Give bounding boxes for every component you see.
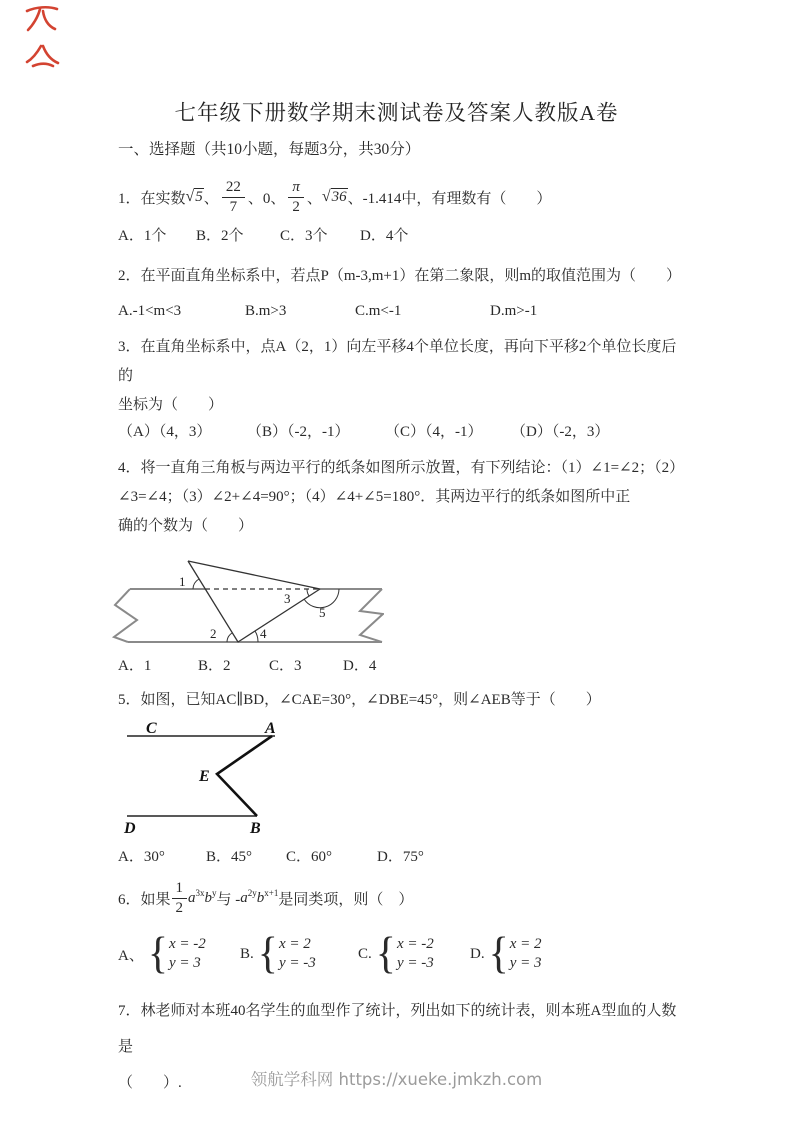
separator: 、0、: [247, 190, 286, 207]
triangle-hypotenuse: [188, 561, 320, 589]
angle-label-1: 1: [179, 574, 186, 589]
site-watermark-footer: 领航学科网 https://xueke.jmkzh.com: [250, 1070, 543, 1089]
q7-line-1: 7．林老师对本班40名学生的血型作了统计，列出如下的统计表，则本班A型血的人数是: [118, 1003, 677, 1055]
figure-q4-strip-triangle: [112, 545, 384, 650]
separator: 、: [203, 190, 219, 207]
angle-label-4: 4: [260, 626, 267, 641]
right-triangle: [188, 561, 320, 642]
option-q6-a: A、 { x = -2 y = 3: [118, 929, 206, 979]
point-label-C: C: [146, 721, 157, 737]
option-q3-d: （D）（-2，3）: [511, 424, 610, 440]
option-q3-a: （A）（4，3）: [118, 424, 212, 440]
q3-line-1: 3．在直角坐标系中，点A（2，1）向左平移4个单位长度，再向下平移2个单位长度后的: [118, 339, 677, 384]
question-2-options: [118, 301, 684, 321]
fraction-1-2: $\frac{1}{2}$: [172, 880, 188, 916]
point-label-B: B: [250, 820, 261, 837]
q1-suffix: 、-1.414中，有理数有（ ）: [347, 190, 552, 207]
option-q5-c: C．60°: [286, 849, 333, 865]
question-2-text: 2．在平面直角坐标系中，若点P（m-3,m+1）在第二象限，则m的取值范围为（ ）: [118, 268, 682, 284]
q6-middle: 与 -: [216, 891, 241, 908]
system-brace: {: [147, 929, 169, 979]
question-1-options: [118, 226, 684, 246]
option-q2-b: B.m>3: [245, 303, 287, 319]
angle-label-2: 2: [210, 626, 217, 641]
q4-line-1: 4．将一直角三角板与两边平行的纸条如图所示放置，有下列结论：（1）∠1=∠2；（2）: [118, 460, 685, 476]
option-q6-d: D. { x = 2 y = 3: [470, 929, 542, 979]
option-q2-c: C.m<-1: [355, 303, 402, 319]
angle-label-5: 5: [319, 605, 326, 620]
question-4-text: [118, 454, 684, 541]
point-label-E: E: [199, 768, 210, 785]
option-q1-d: D．4个: [360, 228, 409, 244]
q7-line-2: （ ）.: [118, 1075, 182, 1091]
triangle-right-edge: [238, 589, 320, 642]
question-4-options: [118, 656, 684, 676]
option-q6-c: C. { x = -2 y = -3: [358, 929, 434, 979]
fraction-pi-2: $\frac{\pi}{2}$: [288, 179, 304, 215]
separator: 、: [306, 190, 322, 207]
monomial-1: $a^{3x}b^y$: [188, 887, 217, 906]
page-title: 七年级下册数学期末测试卷及答案人教版A卷: [174, 101, 619, 125]
monomial-2: $a^{2y}b^{x+1}$: [240, 887, 279, 906]
q1-prefix: 1．在实数: [118, 190, 186, 207]
red-ink-annotation: [20, 2, 70, 80]
figure-q5-parallel-lines: [114, 721, 304, 843]
angle-3-arc: [307, 589, 309, 596]
point-label-A: A: [265, 721, 276, 737]
angle-label-3: 3: [284, 591, 291, 606]
option-q2-a: A.-1<m<3: [118, 303, 182, 319]
option-q3-c: （C）（4，-1）: [385, 424, 483, 440]
sqrt-36-expression: √36: [321, 188, 347, 205]
system-brace: {: [257, 929, 278, 979]
option-q3-b: （B）（-2，-1）: [247, 424, 350, 440]
angle-1-arc: [193, 579, 199, 589]
q6-suffix: 是同类项，则（ ）: [278, 891, 414, 908]
question-5-options: [118, 847, 684, 867]
option-q4-d: D．4: [343, 658, 377, 674]
question-3-text: [118, 333, 684, 420]
option-q5-a: A．30°: [118, 849, 165, 865]
option-q5-d: D．75°: [377, 849, 424, 865]
option-q1-c: C．3个: [280, 228, 328, 244]
sqrt-5-expression: √5: [185, 188, 203, 205]
q6-prefix: 6．如果: [118, 891, 171, 908]
radical-sign: √: [321, 188, 331, 205]
fraction-22-7: $\frac{22}{7}$: [222, 179, 245, 215]
system-brace: {: [488, 929, 509, 979]
question-5-text: 5．如图，已知AC∥BD，∠CAE=30°，∠DBE=45°，则∠AEB等于（ ）: [118, 692, 601, 708]
radical-sign: √: [185, 188, 195, 205]
segments-AE-EB: [217, 736, 272, 816]
option-q4-c: C．3: [269, 658, 302, 674]
question-3-options: [118, 422, 684, 442]
strip-torn-end-left: [114, 589, 137, 642]
angle-2-arc: [227, 633, 232, 642]
option-q5-b: B．45°: [206, 849, 253, 865]
option-q1-b: B．2个: [196, 228, 244, 244]
option-q4-a: A．1: [118, 658, 152, 674]
question-6-options: [118, 925, 684, 983]
system-brace: {: [375, 929, 396, 979]
q3-line-2: 坐标为（ ）: [118, 397, 224, 413]
question-6-text: [118, 875, 684, 921]
section-heading: 一、选择题（共10小题，每题3分，共30分）: [118, 141, 421, 158]
q4-line-2: ∠3=∠4；（3）∠2+∠4=90°；（4）∠4+∠5=180°．其两边平行的纸条如图所中正: [118, 489, 631, 505]
angle-4-arc: [255, 631, 258, 642]
strip-torn-end-right: [360, 589, 383, 642]
option-q6-b: B. { x = 2 y = -3: [240, 929, 316, 979]
option-q4-b: B．2: [198, 658, 231, 674]
option-q2-d: D.m>-1: [490, 303, 538, 319]
question-1-text: [118, 174, 684, 220]
red-ink-mark-bottom: [27, 46, 41, 62]
q4-line-3: 确的个数为（ ）: [118, 518, 254, 534]
point-label-D: D: [124, 820, 136, 837]
option-q1-a: A．1个: [118, 228, 167, 244]
